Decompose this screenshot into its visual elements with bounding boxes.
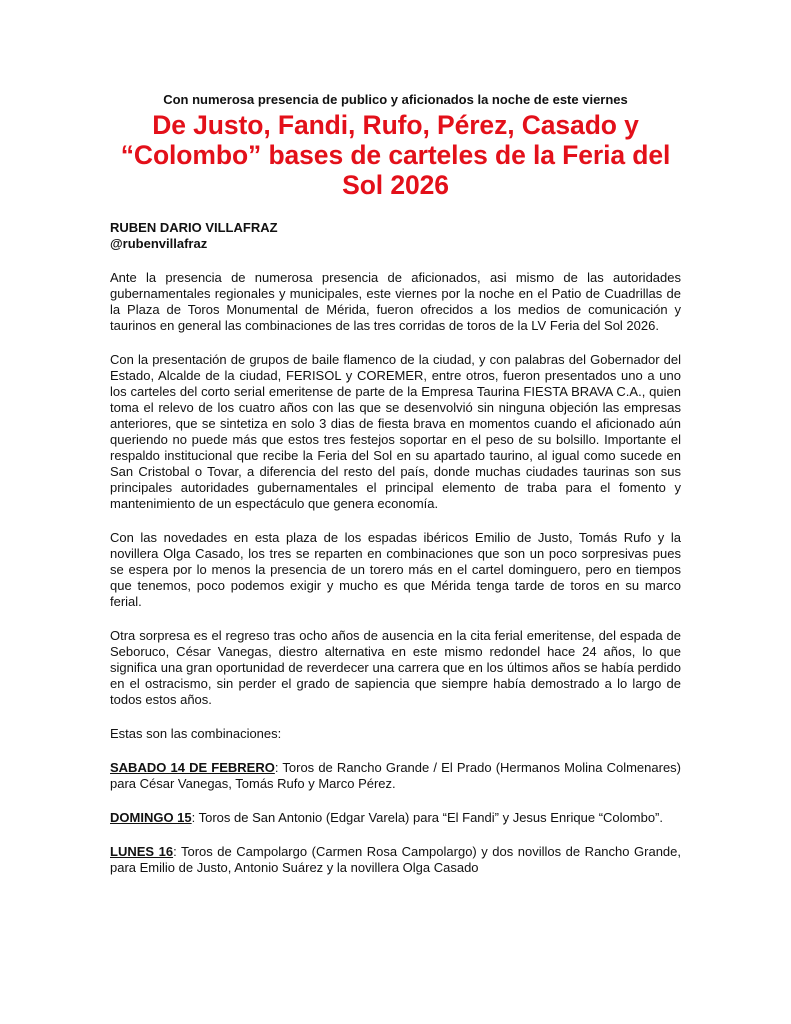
byline — [110, 220, 681, 252]
schedule-day: DOMINGO 15 — [110, 810, 192, 825]
author-name: RUBEN DARIO VILLAFRAZ — [110, 220, 278, 235]
paragraph-sorpresa: Otra sorpresa es el regreso tras ocho años de ausencia en la cita ferial emeritense, del espada de Seboruco, César Vanegas, diestro alternativa en este mismo redondel hace 24 años, lo que significa una gran oportunidad de reverdecer una carrera que en los últimos años se había perdido en el ostracismo, sin perder el grado de sapiencia que siempre había demostrado a lo largo de todos estos años. — [110, 628, 681, 707]
schedule-item-lunes — [110, 844, 681, 876]
schedule-day: LUNES 16 — [110, 844, 174, 859]
schedule-details: : Toros de Rancho Grande / El Prado (Hermanos Molina Colmenares) para César Vanegas, Tomás Rufo y Marco Pérez. — [110, 760, 681, 791]
article — [110, 92, 681, 876]
schedule-item-domingo — [110, 810, 681, 826]
headline: De Justo, Fandi, Rufo, Pérez, Casado y “Colombo” bases de carteles de la Feria del Sol 2026 — [120, 110, 671, 200]
kicker: Con numerosa presencia de publico y aficionados la noche de este viernes — [163, 92, 628, 107]
schedule-details: : Toros de Campolargo (Carmen Rosa Campolargo) y dos novillos de Rancho Grande, para Emilio de Justo, Antonio Suárez y la novillera Olga Casado — [110, 844, 681, 875]
author-handle: @rubenvillafraz — [110, 236, 208, 251]
paragraph-novedades: Con las novedades en esta plaza de los espadas ibéricos Emilio de Justo, Tomás Rufo y la novillera Olga Casado, los tres se reparten en combinaciones que son un poco sorpresivas pues se espera por lo menos la presencia de un torero más en el cartel dominguero, pero en tiempos que tenemos, poco podemos exigir y mucho es que Mérida tenga tarde de toros en su marco ferial. — [110, 530, 681, 609]
paragraph-intro: Ante la presencia de numerosa presencia de aficionados, asi mismo de las autoridades gubernamentales regionales y municipales, este viernes por la noche en el Patio de Cuadrillas de la Plaza de Toros Monumental de Mérida, fueron ofrecidos a los medios de comunicación y taurinos en general las combinaciones de las tres corridas de toros de la LV Feria del Sol 2026. — [110, 270, 681, 333]
schedule-details: : Toros de San Antonio (Edgar Varela) para “El Fandi” y Jesus Enrique “Colombo”. — [191, 810, 663, 825]
schedule-item-sabado — [110, 760, 681, 792]
schedule-day: SABADO 14 DE FEBRERO — [110, 760, 275, 775]
paragraph-presentation: Con la presentación de grupos de baile flamenco de la ciudad, y con palabras del Gobernador del Estado, Alcalde de la ciudad, FERISOL y COREMER, entre otros, fueron presentados uno a uno los carteles del corto serial emeritense de parte de la Empresa Taurina FIESTA BRAVA C.A., quien toma el relevo de los cuatro años con las que se desenvolvió sin ninguna objeción las empresas anteriores, que se sintetiza en solo 3 dias de fiesta brava en momentos cuando el aficionado aún queriendo no puede más que estos tres festejos soportar en el peso de su bolsillo. Importante el respaldo institucional que recibe la Feria del Sol en su apartado taurino, al igual como sucede en San Cristobal o Tovar, a diferencia del resto del país, donde muchas ciudades taurinas son sus principales autoridades gubernamentales el principal elemento de traba para el fomento y mantenimiento de un espectáculo que genera economía. — [110, 352, 681, 511]
paragraph-combinaciones-intro: Estas son las combinaciones: — [110, 726, 282, 741]
